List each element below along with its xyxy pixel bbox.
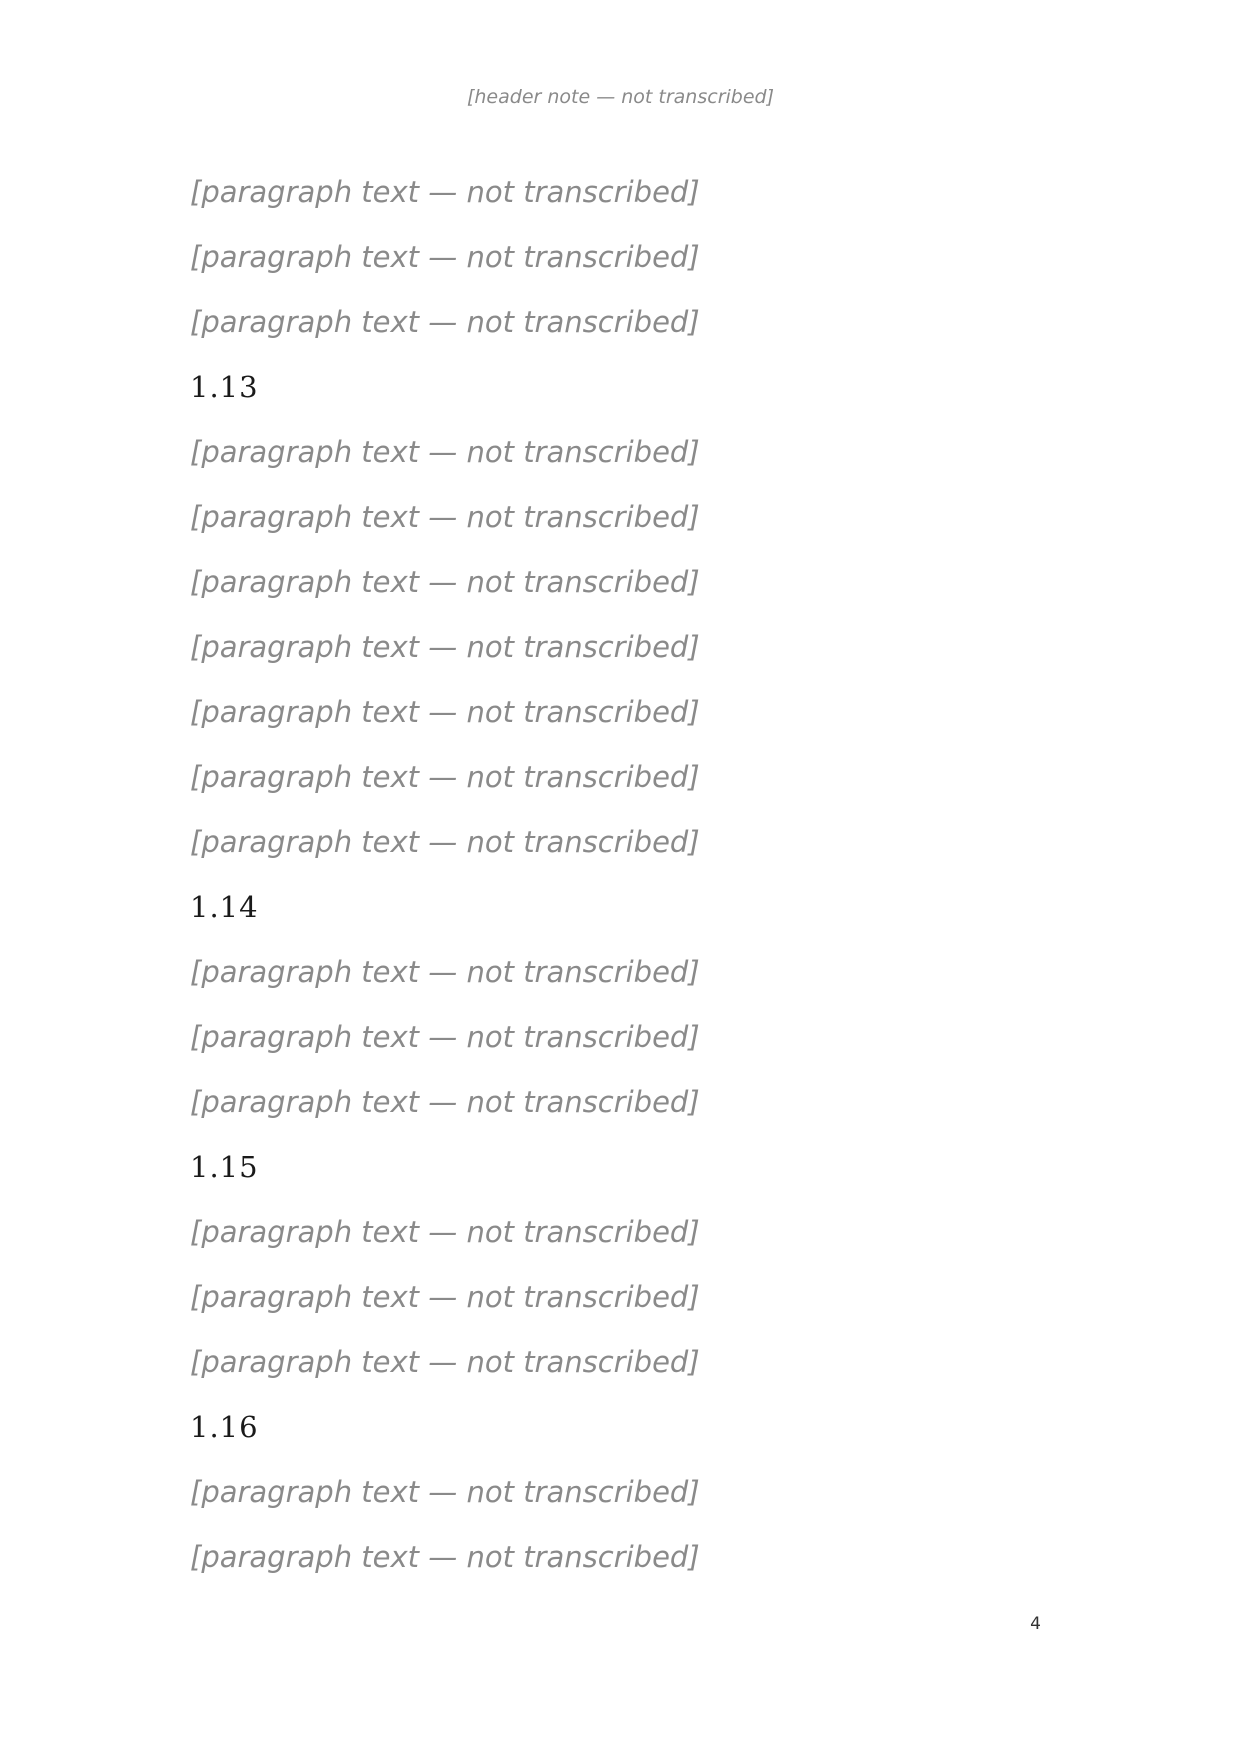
body-line: [paragraph text — not transcribed] (190, 955, 700, 989)
header-disclaimer: [header note — not transcribed] (466, 86, 775, 108)
body-line: [paragraph text — not transcribed] (190, 500, 700, 534)
page-number: 4 (1030, 1614, 1041, 1634)
body-line: [paragraph text — not transcribed] (190, 305, 700, 339)
body-line: [paragraph text — not transcribed] (190, 695, 700, 729)
body-line: [paragraph text — not transcribed] (190, 1345, 700, 1379)
body-line: [paragraph text — not transcribed] (190, 760, 700, 794)
body-line: [paragraph text — not transcribed] (190, 825, 700, 859)
body-line: [paragraph text — not transcribed] (190, 240, 700, 274)
body-line: [paragraph text — not transcribed] (190, 1475, 700, 1509)
section-number: 1.15 (190, 1150, 259, 1184)
body-line: [paragraph text — not transcribed] (190, 565, 700, 599)
body-line: [paragraph text — not transcribed] (190, 630, 700, 664)
section-number: 1.14 (190, 890, 259, 924)
body-line: [paragraph text — not transcribed] (190, 1540, 700, 1574)
body-line: [paragraph text — not transcribed] (190, 1085, 700, 1119)
body-line: [paragraph text — not transcribed] (190, 435, 700, 469)
section-number: 1.13 (190, 370, 259, 404)
body-line: [paragraph text — not transcribed] (190, 175, 700, 209)
body-line: [paragraph text — not transcribed] (190, 1280, 700, 1314)
body-line: [paragraph text — not transcribed] (190, 1020, 700, 1054)
document-body (190, 160, 1060, 1590)
body-line: [paragraph text — not transcribed] (190, 1215, 700, 1249)
section-number: 1.16 (190, 1410, 259, 1444)
